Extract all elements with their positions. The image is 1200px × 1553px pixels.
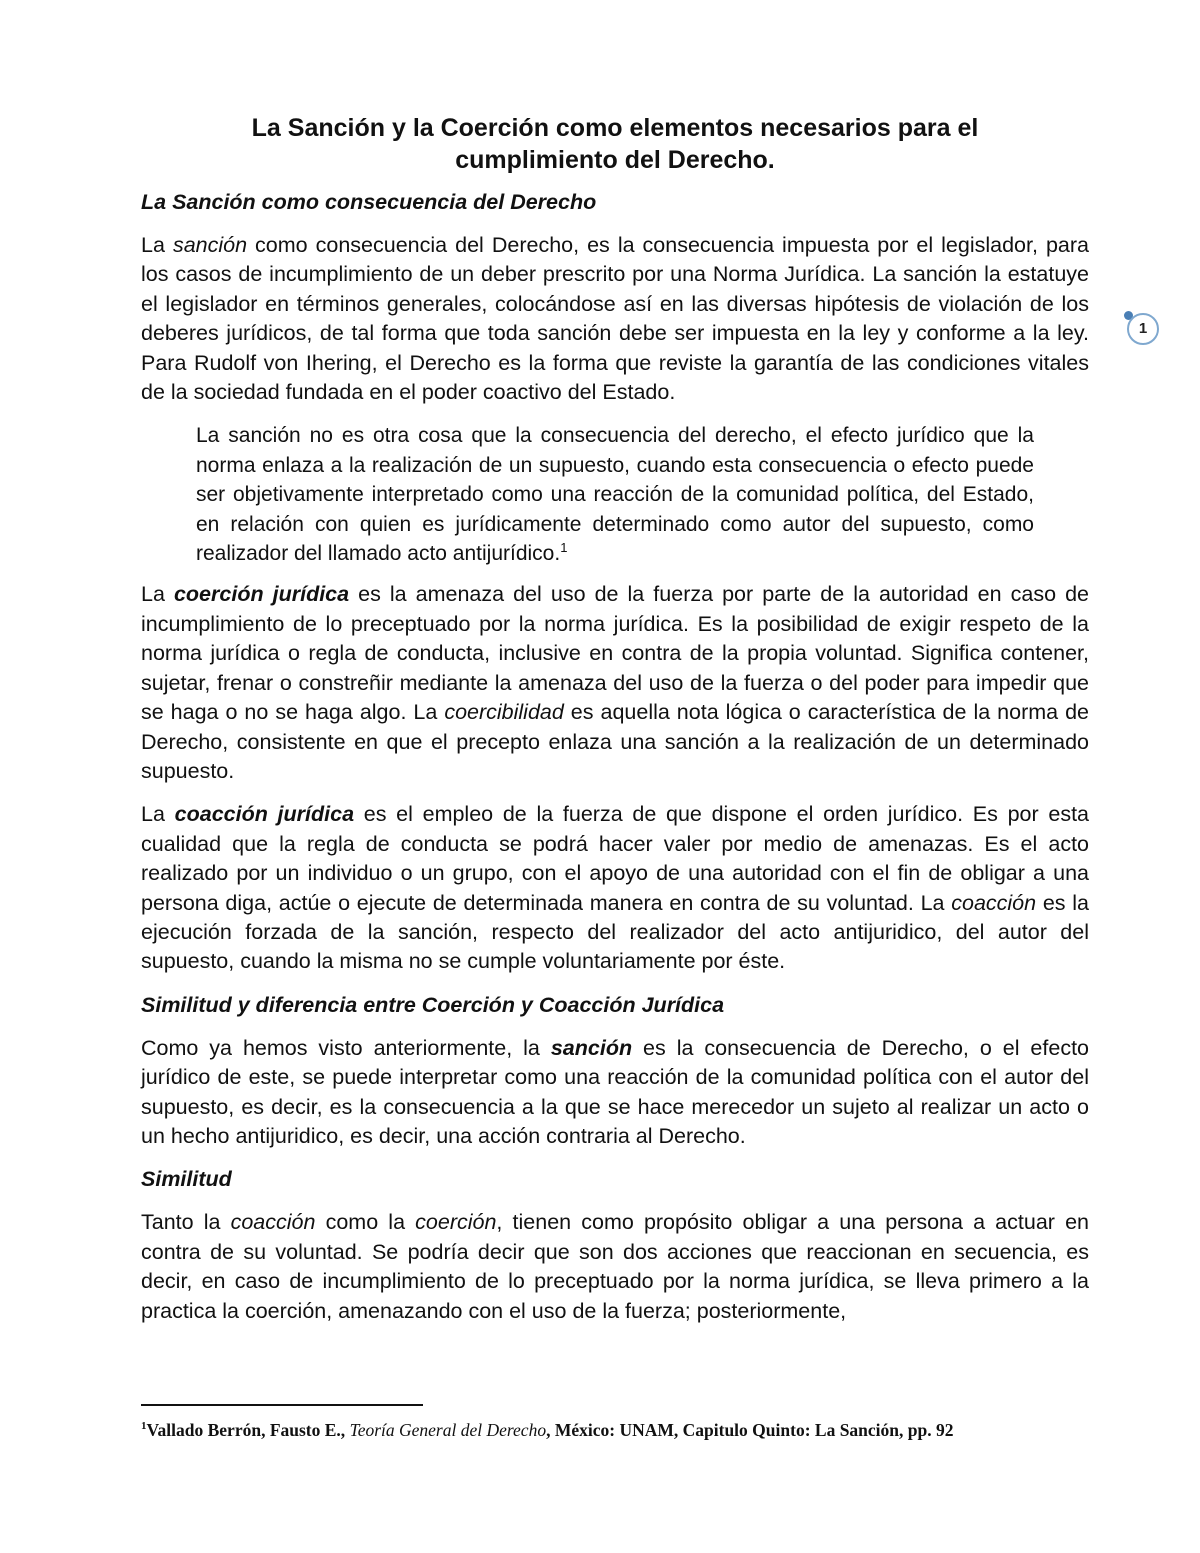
paragraph-coaccion: La coacción jurídica es el empleo de la fuerza de que dispone el orden jurídico. Es por esta cualidad que la regla de conducta se podrá hacer valer por medio de amenazas. Es el acto realizado por un individuo o un grupo, con el apoyo de una autoridad con el fin de obligar a una persona diga, actúe o ejecute de determinada manera en contra de su voluntad. La coacción es la ejecución forzada de la sanción, respecto del realizador del acto antijuridico, del autor del supuesto, cuando la misma no se cumple voluntariamente por éste. [141, 802, 1089, 974]
footnote-separator [141, 1404, 423, 1406]
document-title [141, 112, 1089, 176]
term-coaccion: coacción [951, 890, 1037, 915]
footnote-work-title: Teoría General del Derecho [349, 1420, 547, 1440]
term-coaccion-juridica: coacción jurídica [174, 802, 355, 827]
term-coercibilidad: coercibilidad [444, 700, 564, 725]
paragraph-coercion: La coerción jurídica es la amenaza del uso de la fuerza por parte de la autoridad en caso de incumplimiento de lo preceptuado por la norma jurídica. Es la posibilidad de exigir respeto de la norma jurídica o regla de conducta, inclusive en contra de la propia voluntad. Significa contener, sujetar, frenar o constreñir mediante la amenaza del uso de la fuerza o del poder para impedir que se haga o no se haga algo. La coercibilidad es aquella nota lógica o característica de la norma de Derecho, consistente en que el precepto enlaza una sanción a la realización de un determinado supuesto. [141, 582, 1089, 783]
term-coercion: coerción [415, 1210, 497, 1235]
footnote-reference[interactable]: 1 [560, 540, 568, 556]
section-heading-sancion: La Sanción como consecuencia del Derecho [141, 190, 597, 214]
page-number-marker[interactable]: 1 [1127, 313, 1159, 345]
block-quote: La sanción no es otra cosa que la consecuencia del derecho, el efecto jurídico que la norma enlaza a la realización de un supuesto, cuando esta consecuencia o efecto puede ser objetivamente interpretado como una reacción de la comunidad política, del Estado, en relación con quien es jurídicamente determinado como autor del supuesto, como realizador del llamado acto antijurídico.$^1$ [196, 424, 1034, 566]
footnote-number: 1 [141, 1420, 147, 1433]
section-heading-similitud-diferencia: Similitud y diferencia entre Coerción y Coacción Jurídica [141, 992, 725, 1017]
footnote: $^1$Vallado Berrón, Fausto E., Teoría General del Derecho, México: UNAM, Capitulo Quinto: La Sanción, pp. 92 [141, 1420, 954, 1440]
paragraph-similitud: Tanto la coacción como la coerción, tienen como propósito obligar a una persona a actuar en contra de su voluntad. Se podría decir que son dos acciones que reaccionan en secuencia, es decir, en caso de incumplimiento de lo preceptuado por la norma jurídica, se lleva primero a la practica la coerción, amenazando con el uso de la fuerza; posteriormente, [141, 1210, 1089, 1323]
title-line-1: La Sanción y la Coerción como elementos necesarios para el [251, 114, 979, 142]
title-line-2: cumplimiento del Derecho. [455, 146, 775, 174]
paragraph-similitud-diferencia: Como ya hemos visto anteriormente, la sanción es la consecuencia de Derecho, o el efecto jurídico de este, se puede interpretar como una reacción de la comunidad política con el autor del supuesto, es decir, es la consecuencia a la que se hace merecedor un sujeto al realizar un acto o un hecho antijuridico, es decir, una acción contraria al Derecho. [141, 1035, 1089, 1148]
term-sancion-bold: sanción [550, 1035, 633, 1060]
section-heading-similitud: Similitud [141, 1167, 232, 1192]
term-sancion: sanción [172, 233, 248, 257]
paragraph-sancion: La sanción como consecuencia del Derecho, es la consecuencia impuesta por el legislador, para los casos de incumplimiento de un deber prescrito por una Norma Jurídica. La sanción la estatuye el legislador en términos generales, colocándose así en las diversas hipótesis de violación de los deberes jurídicos, de tal forma que toda sanción debe ser impuesta en la ley y conforme a la ley. Para Rudolf von Ihering, el Derecho es la forma que reviste la garantía de las condiciones vitales de la sociedad fundada en el poder coactivo del Estado. [141, 233, 1089, 405]
term-coercion-juridica: coerción jurídica [173, 582, 350, 607]
term-coaccion-2: coacción [230, 1210, 316, 1235]
document-page [141, 112, 1089, 1340]
